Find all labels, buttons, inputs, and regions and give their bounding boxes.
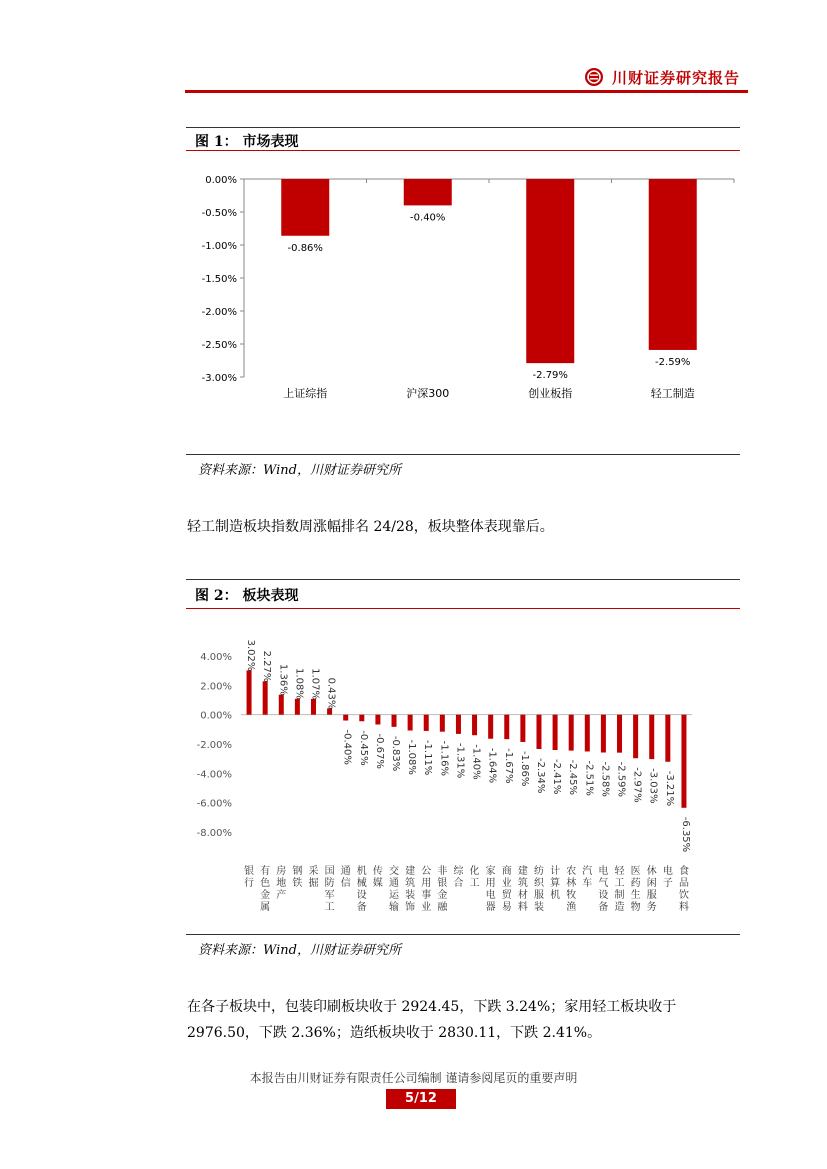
figure1-title: 图 1： 市场表现	[195, 134, 299, 150]
category-label: 非银金融	[437, 866, 448, 913]
bar-公用事业	[424, 715, 429, 731]
data-label: -1.64%	[486, 747, 498, 784]
bar-建筑材料	[520, 715, 525, 742]
bar-有色金属	[263, 681, 268, 714]
data-label: 3.02%	[245, 639, 257, 672]
category-label: 轻工制造	[650, 387, 695, 400]
report-brand-title: 川财证券研究报告	[612, 69, 741, 87]
figure2-chart	[186, 612, 746, 930]
y-tick-label: -2.00%	[196, 740, 232, 751]
category-label: 建筑材料	[517, 866, 528, 913]
category-label: 机械设备	[356, 866, 367, 913]
bar-非银金融	[440, 715, 445, 732]
y-tick-label: -1.50%	[201, 274, 237, 285]
data-label: 2.27%	[261, 650, 273, 683]
paragraph-subsector-summary: 在各子板块中，包装印刷板块收于 2924.45，下跌 3.24%；家用轻工板块收于 2976.50，下跌 2.36%；造纸板块收于 2830.11，下跌 2.41%。	[187, 999, 677, 1041]
data-label: -3.21%	[663, 770, 675, 807]
bar-农林牧渔	[569, 715, 574, 751]
bar-机械设备	[359, 715, 364, 722]
category-label: 有色金属	[260, 866, 271, 913]
bar-上证综指	[281, 179, 329, 236]
bar-医药生物	[633, 715, 638, 759]
bar-食品饮料	[681, 715, 686, 808]
figure1-source: 资料来源：Wind，川财证券研究所	[198, 463, 401, 478]
footer-disclaimer: 本报告由川财证券有限责任公司编制 谨请参阅尾页的重要声明	[249, 1071, 578, 1085]
figure2-title: 图 2： 板块表现	[195, 588, 299, 604]
category-label: 家用电器	[485, 866, 496, 913]
data-label: -2.79%	[532, 370, 568, 382]
bar-纺织服装	[536, 715, 541, 749]
figure2-title-rule	[186, 608, 740, 609]
data-label: -0.86%	[287, 242, 323, 254]
category-label: 沪深300	[406, 387, 450, 400]
bar-商业贸易	[504, 715, 509, 739]
data-label: -1.86%	[518, 750, 530, 787]
bar-化工	[472, 715, 477, 736]
data-label: -3.03%	[647, 768, 659, 804]
data-label: 1.36%	[277, 663, 289, 696]
data-label: -6.35%	[679, 816, 691, 853]
bar-综合	[456, 715, 461, 734]
category-label: 农林牧渔	[566, 866, 577, 913]
figure2-top-rule	[186, 579, 740, 580]
category-label: 上证综指	[283, 387, 328, 400]
bar-银行	[247, 670, 252, 714]
bar-轻工制造	[649, 179, 697, 350]
category-label: 钢铁	[292, 866, 303, 889]
category-label: 建筑装饰	[405, 866, 416, 913]
category-label: 通信	[340, 866, 351, 889]
data-label: -2.59%	[655, 356, 691, 368]
y-tick-label: -1.00%	[201, 241, 237, 252]
data-label: -2.51%	[583, 760, 595, 796]
bar-建筑装饰	[408, 715, 413, 731]
bar-沪深300	[404, 179, 452, 205]
bar-计算机	[553, 715, 558, 750]
bar-通信	[343, 715, 348, 721]
data-label: -0.67%	[373, 733, 385, 769]
figure1-chart	[186, 160, 746, 415]
header-rule	[185, 90, 748, 93]
category-label: 电子	[662, 866, 673, 889]
category-label: 汽车	[582, 866, 593, 889]
figure1-top-rule	[186, 127, 740, 128]
figure1-source-rule	[186, 454, 740, 455]
category-label: 公用事业	[421, 866, 432, 913]
category-label: 商业贸易	[501, 866, 512, 913]
category-label: 房地产	[276, 866, 287, 901]
category-label: 计算机	[550, 866, 561, 901]
y-tick-label: 4.00%	[200, 652, 232, 663]
bar-传媒	[375, 715, 380, 725]
data-label: -0.45%	[357, 730, 369, 766]
category-label: 纺织服装	[533, 866, 544, 913]
y-tick-label: -3.00%	[201, 373, 237, 384]
paragraph-sector-rank: 轻工制造板块指数周涨幅排名 24/28，板块整体表现靠后。	[187, 519, 554, 535]
category-label: 传媒	[372, 866, 383, 889]
y-tick-label: 0.00%	[200, 710, 232, 722]
data-label: -2.41%	[551, 759, 563, 795]
data-label: -1.08%	[406, 739, 418, 775]
y-tick-label: -4.00%	[196, 769, 232, 781]
y-tick-label: -8.00%	[196, 828, 232, 839]
category-label: 轻工制造	[614, 866, 625, 913]
data-label: 1.08%	[293, 668, 305, 700]
y-tick-label: 0.00%	[205, 175, 237, 186]
page-number: 5/12	[386, 1089, 456, 1109]
category-label: 医药生物	[630, 866, 641, 913]
data-label: -2.59%	[615, 761, 627, 798]
figure2-source-rule	[186, 934, 740, 935]
category-label: 休闲服务	[646, 866, 657, 913]
y-tick-label: -0.50%	[201, 208, 237, 219]
figure1-title-rule	[186, 150, 740, 151]
bar-休闲服务	[649, 715, 654, 759]
bar-钢铁	[295, 699, 300, 715]
category-label: 综合	[453, 866, 464, 889]
data-label: -1.11%	[422, 739, 434, 776]
data-label: -1.16%	[438, 740, 450, 777]
data-label: -1.67%	[502, 748, 514, 784]
data-label: -2.45%	[567, 759, 579, 795]
data-label: -2.58%	[599, 761, 611, 797]
data-label: 1.07%	[309, 668, 321, 700]
category-label: 食品饮料	[678, 866, 689, 913]
category-label: 交通运输	[389, 866, 400, 913]
bar-采掘	[311, 699, 316, 715]
bar-电气设备	[601, 715, 606, 753]
y-tick-label: -2.00%	[201, 307, 237, 318]
chuancai-logo-icon	[585, 68, 603, 86]
bar-汽车	[585, 715, 590, 752]
bar-交通运输	[392, 715, 397, 727]
data-label: -2.97%	[631, 767, 643, 803]
data-label: -0.40%	[410, 212, 446, 224]
data-label: -1.40%	[470, 744, 482, 780]
category-label: 国防军工	[324, 866, 335, 913]
data-label: -0.40%	[341, 729, 353, 765]
bar-电子	[665, 715, 670, 762]
data-label: -2.34%	[534, 757, 546, 794]
category-label: 银行	[244, 866, 255, 889]
category-label: 采掘	[308, 866, 319, 889]
figure2-source: 资料来源：Wind，川财证券研究所	[198, 943, 401, 958]
bar-家用电器	[488, 715, 493, 739]
y-tick-label: -2.50%	[201, 340, 237, 351]
category-label: 电气设备	[598, 866, 609, 913]
data-label: -1.31%	[454, 742, 466, 779]
bar-轻工制造	[617, 715, 622, 753]
y-tick-label: 2.00%	[200, 681, 232, 693]
bar-创业板指	[526, 179, 574, 363]
category-label: 创业板指	[528, 387, 573, 400]
category-label: 化工	[469, 866, 480, 889]
data-label: -0.83%	[390, 735, 402, 772]
y-tick-label: -6.00%	[196, 798, 232, 810]
data-label: 0.43%	[325, 677, 337, 710]
bar-房地产	[279, 695, 284, 715]
